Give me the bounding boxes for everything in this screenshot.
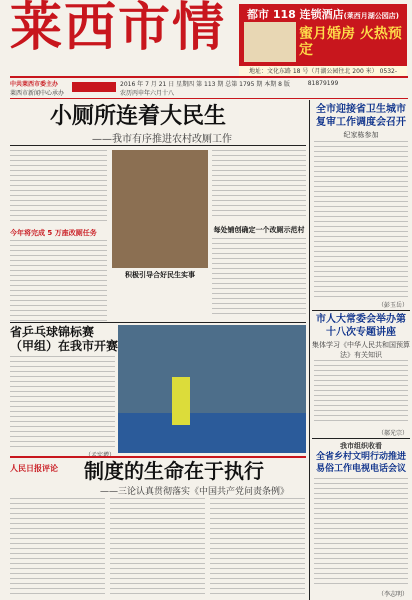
lead-photo: [112, 150, 208, 268]
divider: [10, 456, 306, 458]
divider: [312, 438, 410, 439]
lead-subhead: ——我市有序推进农村改厕工作: [92, 134, 232, 145]
org-label: 中共莱西市委主办 莱西市新闻中心承办: [10, 81, 65, 97]
sports-body: [10, 356, 115, 448]
sidebar-sub-2: 集体学习《中华人民共和国预算法》有关知识: [312, 341, 410, 359]
sidebar-body-1: [314, 141, 408, 299]
sidebar-sign-1: （彭玉岳）: [377, 302, 408, 309]
sidebar-body-3: [314, 478, 408, 588]
sidebar-sign-2: （郝光宗）: [377, 430, 408, 437]
lead-subtitle: 今年将完成 5 万座改厕任务: [10, 229, 97, 237]
lead-body-col3: [212, 150, 306, 220]
ad-title: 都市 118 连锁酒店(莱西月湖公园店): [246, 8, 400, 21]
hotel-ad: [239, 4, 407, 66]
logo-badge: [72, 82, 116, 92]
issue-info: 2016 年 7 月 21 日 星期四 第 113 期 总第 1795 期 本期 8 版 农历丙申年六月十八: [120, 81, 290, 97]
editorial-body-col1: [10, 498, 105, 596]
sidebar-body-2: [314, 360, 408, 425]
lead-body-col3b: [212, 238, 306, 318]
editorial-body-col2: [110, 498, 205, 596]
divider: [10, 322, 306, 323]
ad-address: 地址：文化东路 18 号（月湖公园往北 200 米） 0532-81879199: [239, 66, 407, 78]
editorial-subhead: ——三论认真贯彻落实《中国共产党问责条例》: [100, 487, 290, 497]
sidebar-kicker-3: 我市组织收看: [340, 441, 382, 450]
lead-headline: 小厕所连着大民生: [50, 103, 227, 129]
sidebar-sign-3: （李志明）: [377, 591, 408, 598]
sidebar-headline-3: 全省乡村文明行动推进易俗工作电视电话会议: [315, 452, 406, 474]
lead-photo-caption2: 每处铺创确定一个改厕示范村: [213, 226, 305, 234]
info-bar: [10, 76, 408, 99]
divider: [312, 310, 410, 311]
sidebar-divider: [309, 100, 310, 600]
lead-photo-caption: 积极引导合好民生实事: [125, 271, 195, 279]
sports-headline: 省乒乓球锦标赛 （甲组）在我市开赛: [10, 325, 119, 353]
ad-photo: [244, 22, 296, 62]
lead-body-col1: [10, 150, 107, 225]
editorial-tag: 人民日报评论: [10, 464, 58, 473]
ad-promo-text: 蜜月婚房 火热预定: [299, 26, 402, 58]
lead-body-col1b: [10, 240, 107, 322]
sidebar-sub-1: 纪家栋参加: [343, 131, 379, 139]
player-figure: [172, 377, 190, 425]
editorial-body-col3: [210, 498, 305, 596]
sidebar-headline-2: 市人大常委会举办第十八次专题讲座: [316, 314, 406, 338]
masthead-title: 莱西市情: [10, 0, 227, 56]
sports-photo: [118, 325, 306, 453]
table-tennis-table: [118, 413, 306, 453]
sidebar-headline-1: 全市迎接省卫生城市复审工作调度会召开: [316, 104, 406, 128]
divider: [10, 145, 306, 146]
editorial-headline: 制度的生命在于执行: [84, 459, 264, 483]
